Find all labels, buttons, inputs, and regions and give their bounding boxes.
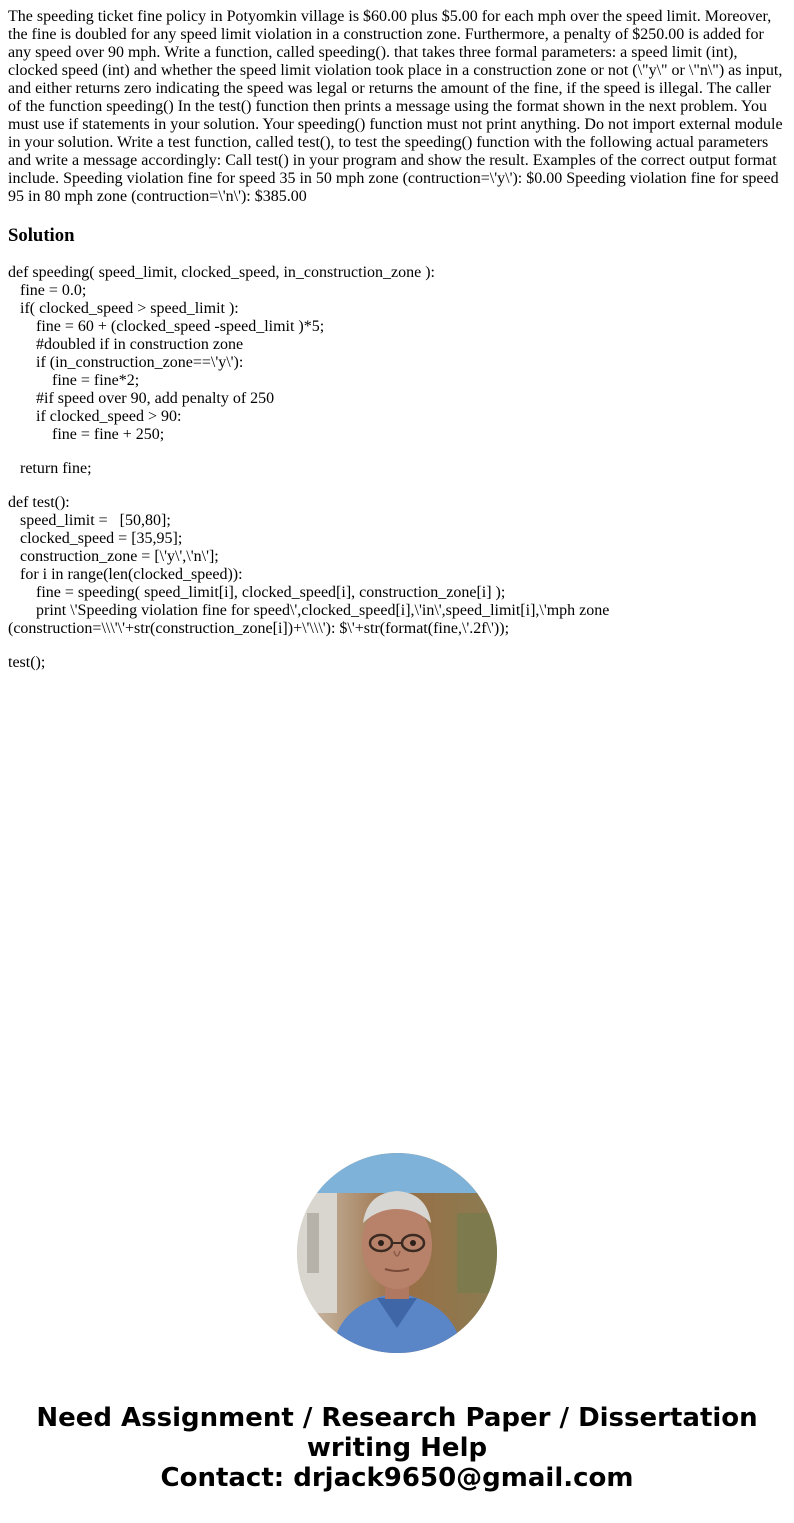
code-line: fine = 0.0; xyxy=(8,282,87,299)
code-line: fine = fine + 250; xyxy=(8,426,165,443)
code-line: fine = speeding( speed_limit[i], clocked_speed[i], construction_zone[i] ); xyxy=(8,584,506,601)
author-photo xyxy=(297,1153,497,1353)
solution-code xyxy=(8,264,786,672)
code-line: #if speed over 90, add penalty of 250 xyxy=(8,390,275,407)
code-line: if clocked_speed > 90: xyxy=(8,408,182,425)
author-photo-illustration xyxy=(297,1153,497,1353)
promo-line: Need Assignment / Research Paper / Dissertation xyxy=(36,1403,758,1433)
promo-line: writing Help xyxy=(306,1433,488,1463)
code-line: def test(): xyxy=(8,494,70,511)
code-line: #doubled if in construction zone xyxy=(8,336,244,353)
code-line: if( clocked_speed > speed_limit ): xyxy=(8,300,239,317)
promo-contact: Contact: drjack9650@gmail.com xyxy=(160,1463,634,1493)
code-blank-line xyxy=(8,638,786,654)
promo-banner xyxy=(0,1403,794,1493)
code-blank-line xyxy=(8,444,786,460)
code-line: fine = fine*2; xyxy=(8,372,140,389)
code-line: speed_limit = [50,80]; xyxy=(8,512,171,529)
code-blank-line xyxy=(8,478,786,494)
question-text: The speeding ticket fine policy in Potyomkin village is $60.00 plus $5.00 for each mph over the speed limit. Moreover, the fine is doubled for any speed limit violation in a construction zone. Furthermore, a penalty of $250.00 is added for any speed over 90 mph. Write a function, called speeding(). that takes three formal parameters: a speed limit (int), clocked speed (int) and whether the speed limit violation took place in a construction zone or not (\"y\" or \"n\") as input, and either returns zero indicating the speed was legal or returns the amount of the fine, if the speed is illegal. The caller of the function speeding() In the test() function then prints a message using the format shown in the next problem. You must use if statements in your solution. Your speeding() function must not print anything. Do not import external module in your solution. Write a test function, called test(), to test the speeding() function with the following actual parameters and write a message accordingly: Call test() in your program and show the result. Examples of the correct output format include. Speeding violation fine for speed 35 in 50 mph zone (contruction=\'y\'): $0.00 Speeding violation fine for speed 95 in 80 mph zone (contruction=\'n\'): $385.00 xyxy=(8,8,783,205)
code-line: print \'Speeding violation fine for speed\',clocked_speed[i],\'in\',speed_limit[i],\'mph zone (construction=\\\'\'+str(construction_zone[i])+\'\\\'): $\'+str(format(fine,\'.2f\')); xyxy=(8,602,614,637)
code-line: if (in_construction_zone==\'y\'): xyxy=(8,354,244,371)
code-line: def speeding( speed_limit, clocked_speed, in_construction_zone ): xyxy=(8,264,435,281)
code-line: clocked_speed = [35,95]; xyxy=(8,530,183,547)
code-line: construction_zone = [\'y\',\'n\']; xyxy=(8,548,219,565)
solution-heading: Solution xyxy=(8,225,75,246)
code-line: for i in range(len(clocked_speed)): xyxy=(8,566,243,583)
code-line: fine = 60 + (clocked_speed -speed_limit )*5; xyxy=(8,318,325,335)
code-line: return fine; xyxy=(8,460,92,477)
code-line: test(); xyxy=(8,654,46,671)
